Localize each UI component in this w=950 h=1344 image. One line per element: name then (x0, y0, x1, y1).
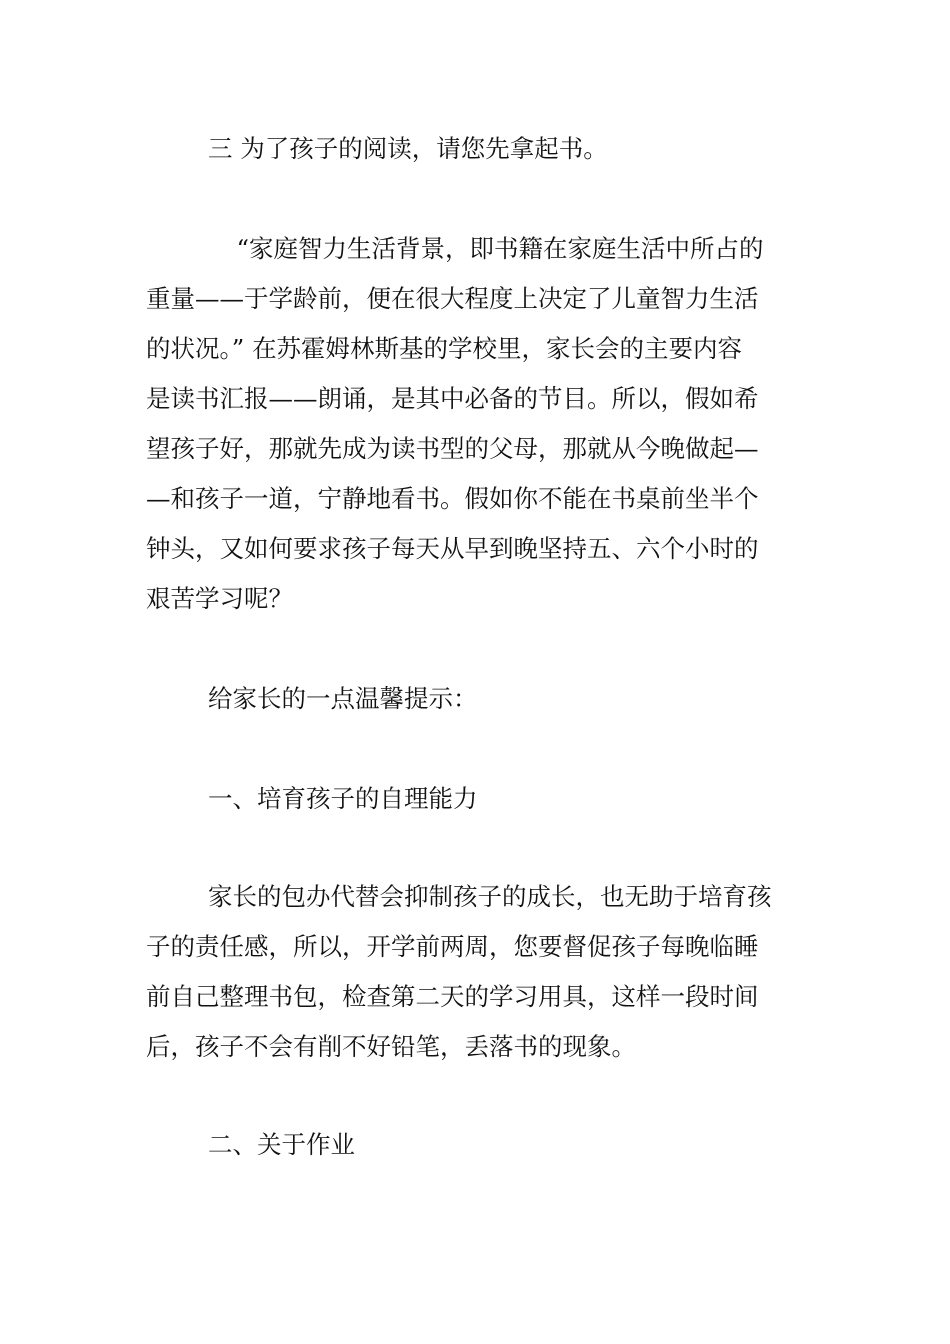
paragraph-line: 子的责任感，所以，开学前两周，您要督促孩子每晚临睡 (146, 932, 759, 961)
paragraph-line: 钟头，又如何要求孩子每天从早到晚坚持五、六个小时的 (146, 534, 759, 563)
paragraph-line: 家长的包办代替会抑制孩子的成长，也无助于培育孩 (208, 882, 772, 911)
paragraph-line: 望孩子好，那就先成为读书型的父母，那就从今晚做起— (146, 434, 759, 463)
tips-heading: 给家长的一点温馨提示： (208, 684, 478, 713)
section-three-heading: 三 为了孩子的阅读，请您先拿起书。 (208, 134, 608, 163)
tip-two-heading: 二、关于作业 (208, 1130, 355, 1159)
paragraph-line: 的状况。” 在苏霍姆林斯基的学校里，家长会的主要内容 (146, 334, 743, 363)
paragraph-line: 艰苦学习呢？ (146, 584, 293, 613)
paragraph-line: 重量——于学龄前，便在很大程度上决定了儿童智力生活 (146, 284, 759, 313)
paragraph-line: 前自己整理书包，检查第二天的学习用具，这样一段时间 (146, 982, 759, 1011)
tip-one-heading: 一、培育孩子的自理能力 (208, 784, 478, 813)
paragraph-line: 是读书汇报——朗诵，是其中必备的节目。所以，假如希 (146, 384, 759, 413)
paragraph-line: 后，孩子不会有削不好铅笔，丢落书的现象。 (146, 1032, 636, 1061)
paragraph-line: “家庭智力生活背景，即书籍在家庭生活中所占的 (212, 234, 764, 263)
paragraph-line: —和孩子一道，宁静地看书。假如你不能在书桌前坐半个 (146, 484, 759, 513)
